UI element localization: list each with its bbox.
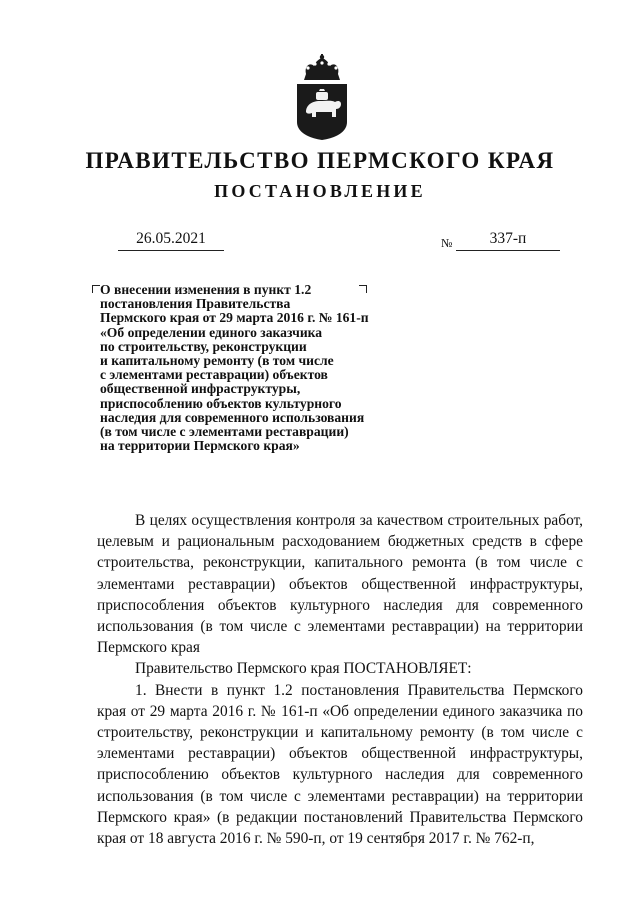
government-title: ПРАВИТЕЛЬСТВО ПЕРМСКОГО КРАЯ [85,148,555,173]
perm-krai-coat-of-arms-icon [294,54,350,140]
document-subject [100,283,430,453]
number-prefix: № [441,236,453,250]
document-number: 337-п [456,230,560,251]
document-body [97,510,583,849]
preamble-paragraph: В целях осуществления контроля за качеством строительных работ, целевым и рациональным расходованием бюджетных средств в сфере строительства, реконструкции, капитального ремонта (в том числе с элементами реставрации) объектов общественной инфраструктуры, приспособления объектов культурного наследия для современного использования (в том числе с элементами реставрации) на территории Пермского края [97,512,583,657]
subject-line: по строительству, реконструкции [100,338,307,354]
crown-icon [304,54,340,80]
subject-line: наследия для современного использования [100,409,365,425]
subject-line: с элементами реставрации) объектов [100,367,328,383]
subject-line: и капитальному ремонту (в том числе [100,353,334,369]
document-type: ПОСТАНОВЛЕНИЕ [214,181,426,201]
subject-line: на территории Пермского края» [100,438,300,454]
resolution-paragraph: Правительство Пермского края ПОСТАНОВЛЯЕТ: [135,660,472,678]
subject-bracket-left [92,285,100,293]
subject-line: «Об определении единого заказчика [100,324,323,340]
subject-line: общественной инфраструктуры, [100,381,301,397]
subject-line: (в том числе с элементами реставрации) [100,424,349,440]
subject-line: постановления Правительства [100,296,291,312]
document-date: 26.05.2021 [118,230,224,251]
subject-line: Пермского края от 29 марта 2016 г. № 161-п [100,310,369,326]
subject-line: О внесении изменения в пункт 1.2 [100,282,312,297]
subject-line: приспособлению объектов культурного [100,395,342,411]
clause-1-paragraph: 1. Внести в пункт 1.2 постановления Правительства Пермского края от 29 марта 2016 г. № 161-п «Об определении единого заказчика по строительству, реконструкции и капитальному ремонту (в том числе с элементами реставрации) объектов общественной инфраструктуры, приспособлению объектов культурного наследия для современного использования (в том числе с элементами реставрации) на территории Пермского края» (в редакции постановлений Правительства Пермского края от 18 августа 2016 г. № 590-п, от 19 сентября 2017 г. № 762-п, [97,681,583,848]
